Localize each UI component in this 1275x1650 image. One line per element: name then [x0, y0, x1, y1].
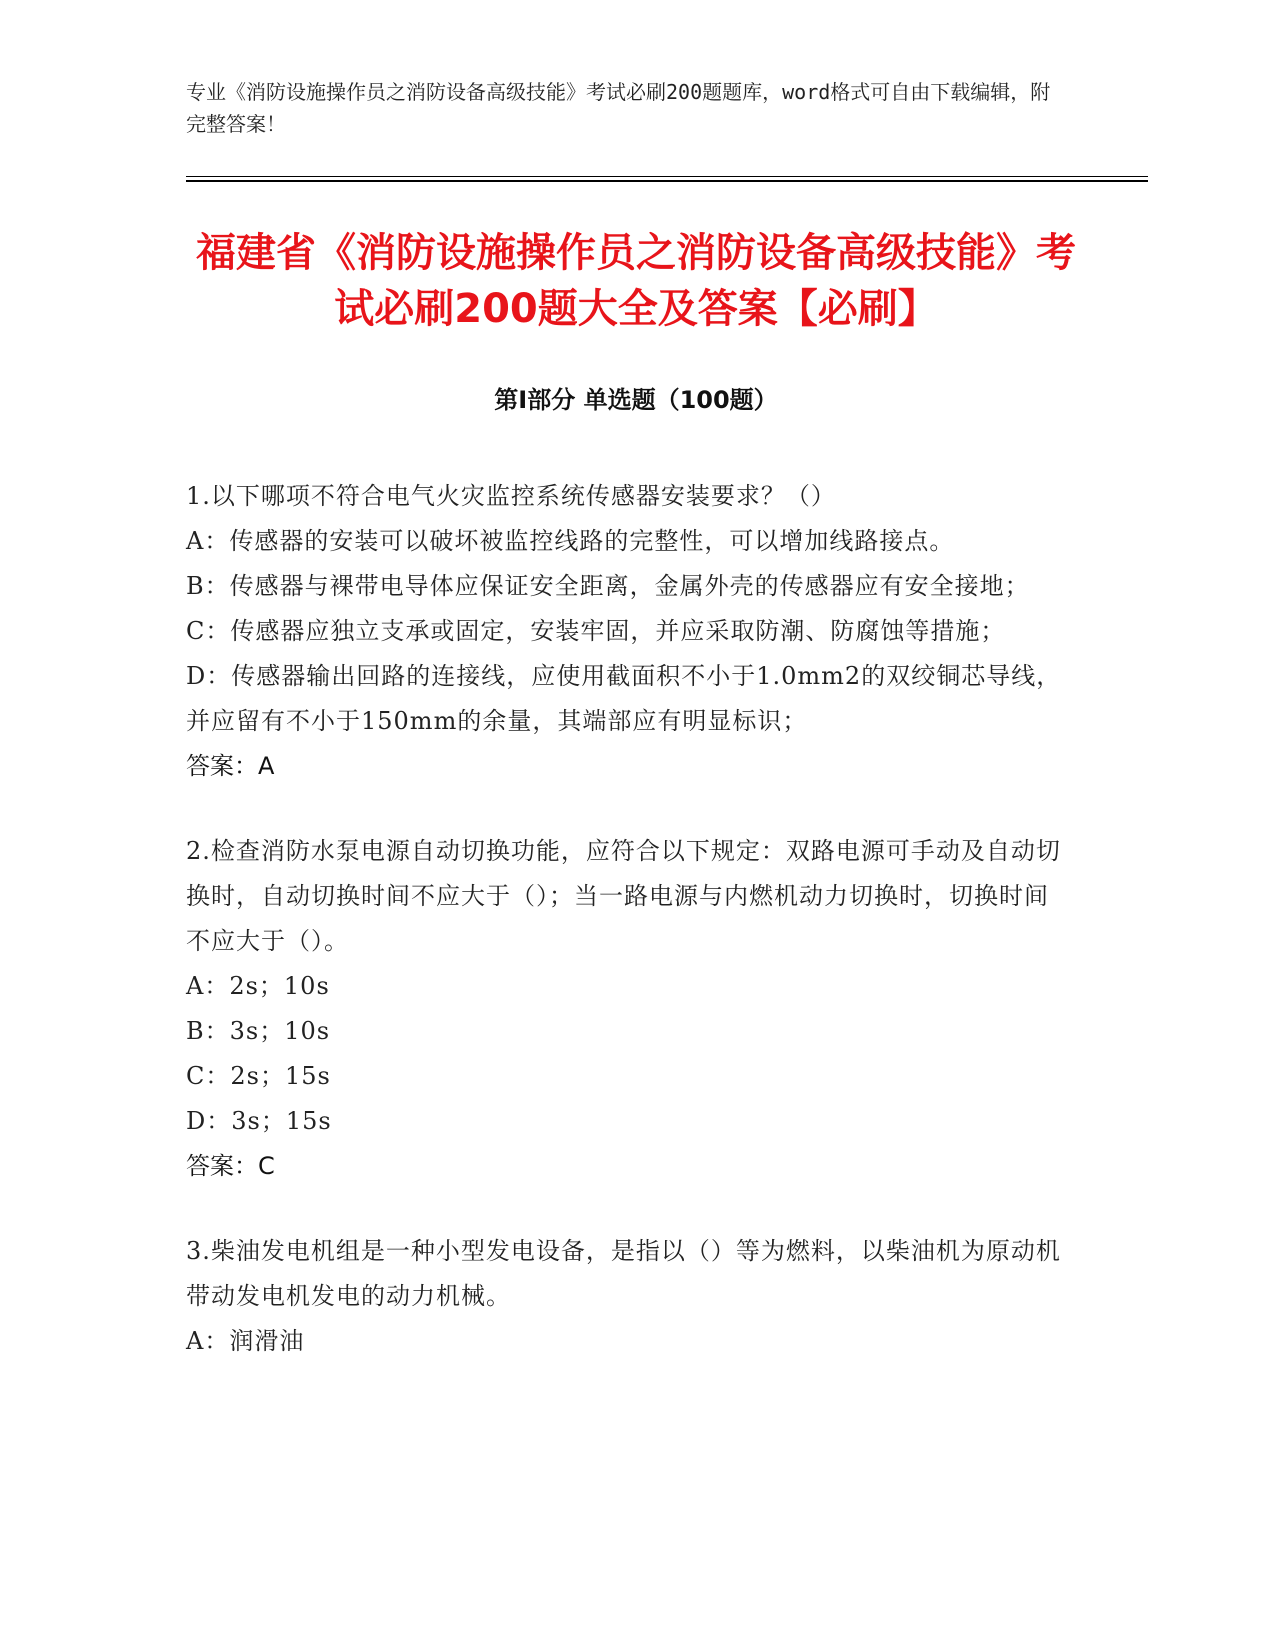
option-d: D：传感器输出回路的连接线，应使用截面积不小于1.0mm2的双绞铜芯导线，并应留有不小于150mm的余量，其端部应有明显标识；: [186, 662, 1062, 735]
question-list: [186, 474, 1066, 1404]
question-stem: 2.检查消防水泵电源自动切换功能，应符合以下规定：双路电源可手动及自动切换时，自动切换时间不应大于（）；当一路电源与内燃机动力切换时，切换时间不应大于（）。: [186, 837, 1061, 955]
header-note: 专业《消防设施操作员之消防设备高级技能》考试必刷200题题库，word格式可自由下载编辑，附完整答案！: [186, 80, 1051, 136]
option-a: A：润滑油: [186, 1327, 305, 1355]
option-b: B：传感器与裸带电导体应保证安全距离，金属外壳的传感器应有安全接地；: [186, 572, 1030, 600]
answer: 答案：A: [186, 752, 275, 780]
option-d: D：3s；15s: [186, 1107, 332, 1135]
option-a: A：传感器的安装可以破坏被监控线路的完整性，可以增加线路接点。: [186, 527, 955, 555]
question-3: [186, 1229, 1066, 1364]
header-divider-thin: [186, 176, 1148, 177]
section-title: 第I部分 单选题（100题）: [494, 386, 778, 414]
question-stem: 3.柴油发电机组是一种小型发电设备，是指以（）等为燃料，以柴油机为原动机带动发电机发电的动力机械。: [186, 1237, 1061, 1310]
question-2: [186, 829, 1066, 1189]
option-c: C：传感器应独立支承或固定，安装牢固，并应采取防潮、防腐蚀等措施；: [186, 617, 1006, 645]
question-stem: 1.以下哪项不符合电气火灾监控系统传感器安装要求？（）: [186, 482, 836, 510]
question-1: [186, 474, 1066, 789]
answer: 答案：C: [186, 1152, 275, 1180]
option-a: A：2s；10s: [186, 972, 330, 1000]
option-b: B：3s；10s: [186, 1017, 331, 1045]
option-c: C：2s；15s: [186, 1062, 331, 1090]
header-divider-thick: [186, 180, 1148, 182]
document-title: 福建省《消防设施操作员之消防设备高级技能》考试必刷200题大全及答案【必刷】: [196, 230, 1076, 332]
